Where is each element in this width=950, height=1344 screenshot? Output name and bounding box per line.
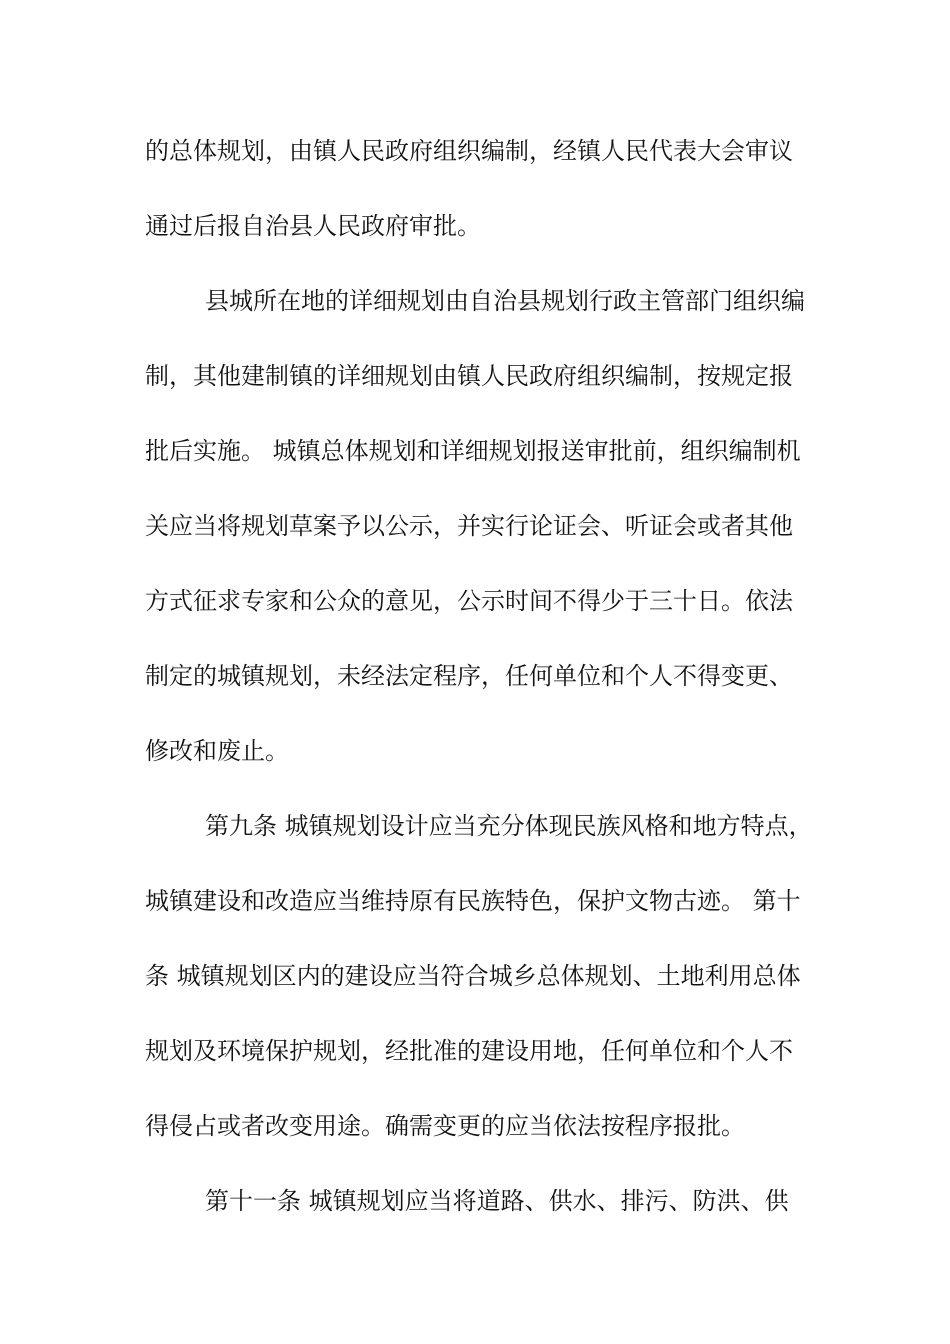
text-line: 的总体规划，由镇人民政府组织编制，经镇人民代表大会审议 bbox=[145, 137, 793, 165]
text-line: 条 城镇规划区内的建设应当符合城乡总体规划、土地利用总体 bbox=[145, 962, 801, 990]
text-line: 批后实施。 城镇总体规划和详细规划报送审批前，组织编制机 bbox=[145, 437, 801, 465]
text-line: 通过后报自治县人民政府审批。 bbox=[145, 212, 481, 240]
text-line: 关应当将规划草案予以公示，并实行论证会、听证会或者其他 bbox=[145, 512, 793, 540]
paragraph-start-line: 县城所在地的详细规划由自治县规划行政主管部门组织编 bbox=[205, 287, 805, 315]
text-line: 规划及环境保护规划，经批准的建设用地，任何单位和个人不 bbox=[145, 1037, 793, 1065]
article-11-line: 第十一条 城镇规划应当将道路、供水、排污、防洪、供 bbox=[205, 1187, 789, 1215]
text-line: 城镇建设和改造应当维持原有民族特色，保护文物古迹。 第十 bbox=[145, 887, 801, 915]
text-line: 制，其他建制镇的详细规划由镇人民政府组织编制，按规定报 bbox=[145, 362, 793, 390]
text-line: 修改和废止。 bbox=[145, 737, 289, 765]
text-line: 制定的城镇规划，未经法定程序，任何单位和个人不得变更、 bbox=[145, 662, 793, 690]
text-line: 方式征求专家和公众的意见，公示时间不得少于三十日。依法 bbox=[145, 587, 793, 615]
article-9-line: 第九条 城镇规划设计应当充分体现民族风格和地方特点， bbox=[205, 812, 813, 840]
text-line: 得侵占或者改变用途。确需变更的应当依法按程序报批。 bbox=[145, 1112, 745, 1140]
